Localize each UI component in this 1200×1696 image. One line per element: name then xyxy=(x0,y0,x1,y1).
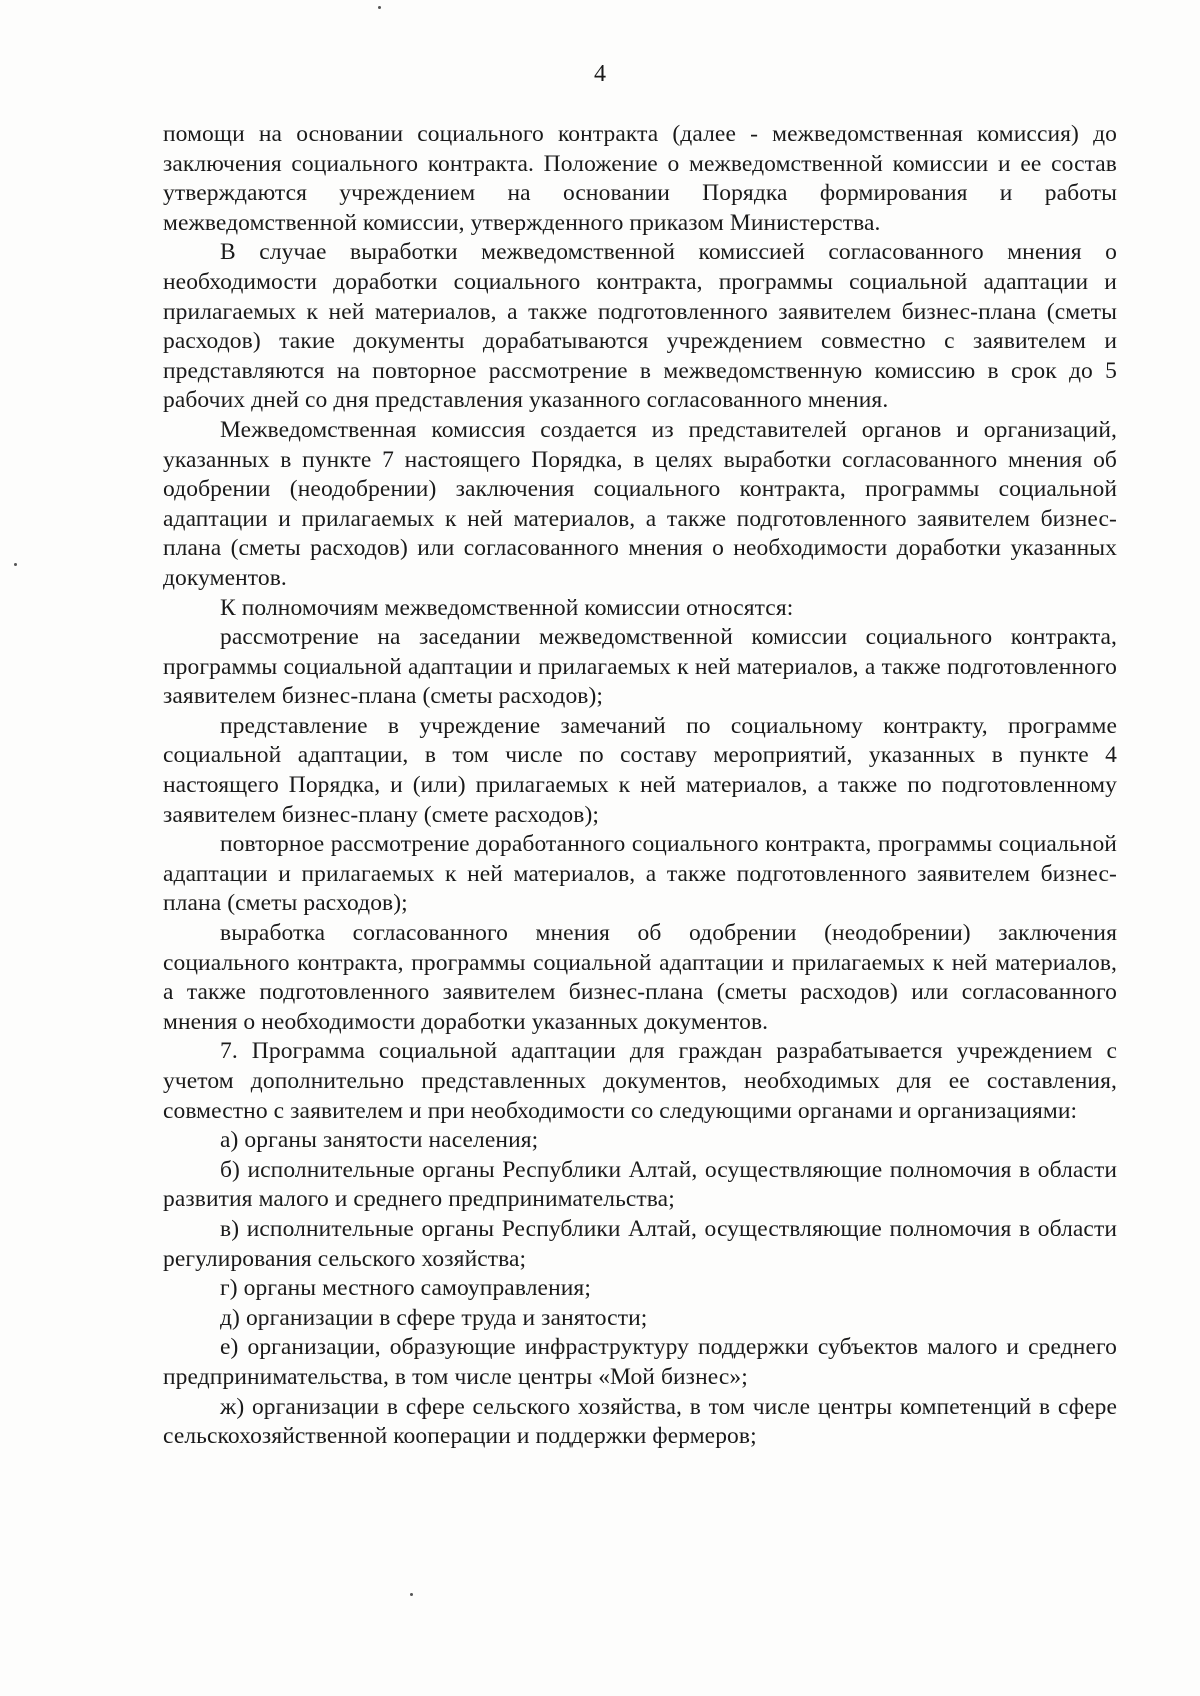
paragraph: Межведомственная комиссия создается из представителей органов и организаций, указанных в пункте 7 настоящего Порядка, в целях выработки согласованного мнения об одобрении (неодобрении) заключения социального контракта, программы социальной адаптации и прилагаемых к ней материалов, а также подготовленного заявителем бизнес-плана (сметы расходов) или согласованного мнения о необходимости доработки указанных документов. xyxy=(163,416,1117,591)
paragraph: К полномочиям межведомственной комиссии относятся: xyxy=(220,594,794,621)
paragraph-continuation: помощи на основании социального контракта (далее - межведомственная комиссия) до заключения социального контракта. Положение о межведомственной комиссии и ее состав утверждаются учреждением на основании Порядка формирования и работы межведомственной комиссии, утвержденного приказом Министерства. xyxy=(163,121,1117,236)
list-item: выработка согласованного мнения об одобрении (неодобрении) заключения социального контракта, программы социальной адаптации и прилагаемых к ней материалов, а также подготовленного заявителем бизнес-плана (сметы расходов) или согласованного мнения о необходимости доработки указанных документов. xyxy=(163,920,1117,1035)
list-item: е) организации, образующие инфраструктуру поддержки субъектов малого и среднего предпринимательства, в том числе центры «Мой бизнес»; xyxy=(163,1334,1117,1390)
list-item: повторное рассмотрение доработанного социального контракта, программы социальной адаптации и прилагаемых к ней материалов, а также подготовленного заявителем бизнес-плана (сметы расходов); xyxy=(163,831,1117,917)
list-item: д) организации в сфере труда и занятости; xyxy=(220,1304,648,1331)
list-item: ж) организации в сфере сельского хозяйства, в том числе центры компетенций в сфере сельскохозяйственной кооперации и поддержки фермеров; xyxy=(163,1393,1117,1450)
list-item: представление в учреждение замечаний по социальному контракту, программе социальной адаптации, в том числе по составу мероприятий, указанных в пункте 4 настоящего Порядка, и (или) прилагаемых к ней материалов, а также по подготовленному заявителем бизнес-плану (смете расходов); xyxy=(163,712,1117,828)
paragraph: В случае выработки межведомственной комиссией согласованного мнения о необходимости доработки социального контракта, программы социальной адаптации и прилагаемых к ней материалов, а также подготовленного заявителем бизнес-плана (сметы расходов) такие документы дорабатываются учреждением совместно с заявителем и представляются на повторное рассмотрение в межведомственную комиссию в срок до 5 рабочих дней со дня представления указанного согласованного мнения. xyxy=(163,239,1117,414)
document-body xyxy=(163,120,1117,1452)
scan-speck xyxy=(410,1593,413,1596)
scan-speck xyxy=(14,563,17,566)
page-number: 4 xyxy=(594,61,606,87)
list-item: г) органы местного самоуправления; xyxy=(220,1275,591,1302)
list-item: рассмотрение на заседании межведомственной комиссии социального контракта, программы социальной адаптации и прилагаемых к ней материалов, а также подготовленного заявителем бизнес-плана (сметы расходов); xyxy=(163,624,1117,710)
list-item: б) исполнительные органы Республики Алтай, осуществляющие полномочия в области развития малого и среднего предпринимательства; xyxy=(163,1156,1117,1213)
numbered-paragraph: 7. Программа социальной адаптации для граждан разрабатывается учреждением с учетом дополнительно представленных документов, необходимых для ее составления, совместно с заявителем и при необходимости со следующими органами и организациями: xyxy=(163,1038,1117,1124)
scan-speck xyxy=(378,6,381,9)
list-item: в) исполнительные органы Республики Алтай, осуществляющие полномочия в области регулирования сельского хозяйства; xyxy=(163,1215,1117,1272)
list-item: а) органы занятости населения; xyxy=(220,1127,539,1154)
